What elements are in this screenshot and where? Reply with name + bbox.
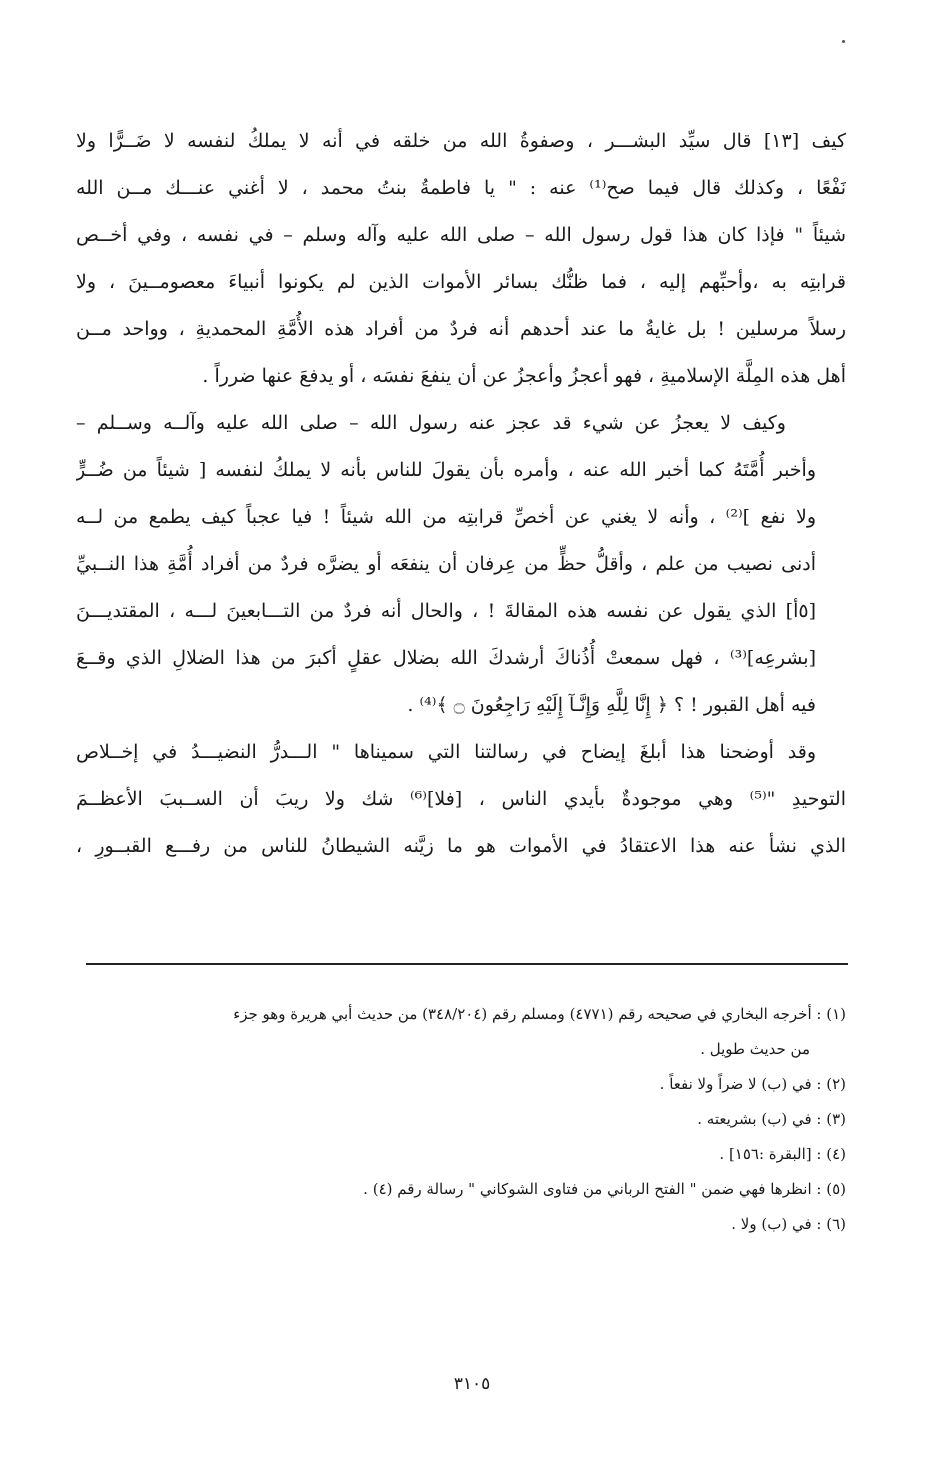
- footnote-4: (٤) : [البقرة :١٥٦] .: [719, 1145, 846, 1163]
- footnote-6: (٦) : في (ب) ولا .: [731, 1215, 846, 1233]
- text-line: [بشرعِه]⁽³⁾ ، فهل سمعتْ أُذُناكَ أرشدكَ الله بضلال عقلٍ أكبرَ من هذا الضلالِ الذي وقــعَ: [76, 647, 816, 669]
- main-text: [76, 118, 846, 870]
- text-line: أدنى نصيب من علم ، وأقلُّ حظٍّ من عِرفان أن ينفعَه أو يضرَّه فردٌ من أفراد أُمَّةِ هذا النــبيِّ: [76, 553, 816, 575]
- text-line: رسلاً مرسلين ! بل غايةُ ما عند أحدهم أنه فردٌ من أفراد هذه الأُمَّةِ المحمديةِ ، وواحد مــن: [76, 318, 846, 340]
- text-line: فيه أهل القبور ! ؟ ﴿ إِنَّا لِلَّهِ وَإِنَّـآ إِلَيْهِ رَاجِعُونَ ۝ ﴾⁽⁴⁾ .: [407, 694, 816, 716]
- paragraph-1: [76, 118, 846, 400]
- text-line: [٥أ] الذي يقول عن نفسه هذه المقالةَ ! ، والحال أنه فردٌ من التـــابعينَ لـــه ، المقتديـــنَ: [76, 600, 816, 622]
- footnote-1: (١) : أخرجه البخاري في صحيحه رقم (٤٧٧١) ومسلم رقم (٣٤٨/٢٠٤) من حديث أبي هريرة وهو جزء: [233, 1005, 846, 1023]
- footnote-1-continuation: من حديث طويل .: [700, 1040, 810, 1058]
- footnote-2: (٢) : في (ب) لا ضراً ولا نفعاً .: [659, 1075, 846, 1093]
- text-line: شيئاً " فإذا كان هذا قول رسول الله – صلى الله عليه وآله وسلم – في نفسه ، وفي أخــص: [76, 224, 846, 246]
- text-line: وكيف لا يعجزُ عن شيء قد عجز عنه رسول الله – صلى الله عليه وآلــه وســلم –: [76, 412, 786, 434]
- page-number: ٣١٠٥: [453, 1374, 491, 1394]
- footnote-3: (٣) : في (ب) بشريعته .: [697, 1110, 846, 1128]
- text-line: وقد أوضحنا هذا أبلغَ إيضاح في رسالتنا التي سميناها " الـــدرُّ النضيـــدُ في إخــلاص: [76, 741, 816, 763]
- footnote-separator: [86, 963, 848, 965]
- text-line: نَفْعًا ، وكذلك قال فيما صح⁽¹⁾ عنه : " يا فاطمةُ بنتُ محمد ، لا أغني عنـــك مــن الله: [76, 177, 846, 199]
- footnotes: [76, 997, 846, 1242]
- text-line: كيف [١٣] قال سيِّد البشـــر ، وصفوةُ الله من خلقه في أنه لا يملكُ لنفسه لا ضَــرًّا ولا: [76, 130, 846, 152]
- paragraph-3: [76, 729, 846, 870]
- footnote-5: (٥) : انظرها فهي ضمن " الفتح الرباني من فتاوى الشوكاني " رسالة رقم (٤) .: [363, 1180, 846, 1198]
- text-line: الذي نشأ عنه هذا الاعتقادُ في الأموات هو ما زيَّنه الشيطانُ للناس من رفـــع القبــورِ ،: [76, 835, 846, 857]
- text-line: ولا نفع ]⁽²⁾ ، وأنه لا يغني عن أخصِّ قرابتِه من الله شيئاً ! فيا عجباً كيف يطمع من لــه: [76, 506, 816, 528]
- text-line: أهل هذه المِلَّة الإسلاميةِ ، فهو أعجزُ وأعجزُ عن أن ينفعَ نفسَه ، أو يدفعَ عنها ضرراً .: [202, 365, 846, 387]
- text-line: التوحيدِ "⁽⁵⁾ وهي موجودةٌ بأيدي الناس ، [فلا]⁽⁶⁾ شك ولا ريبَ أن الســببَ الأعظــمَ: [76, 788, 846, 810]
- text-line: قرابتِه به ،وأحبِّهم إليه ، فما ظنُّك بسائر الأموات الذين لم يكونوا أنبياءَ معصومــينَ ، ولا: [76, 271, 846, 293]
- paragraph-2: [76, 400, 846, 729]
- scan-speck: [842, 40, 845, 43]
- text-line: وأخبر أُمَّتَهُ كما أخبر الله عنه ، وأمره بأن يقولَ للناس بأنه لا يملكُ لنفسه [ شيئاً من ضُــرٍّ: [76, 459, 816, 481]
